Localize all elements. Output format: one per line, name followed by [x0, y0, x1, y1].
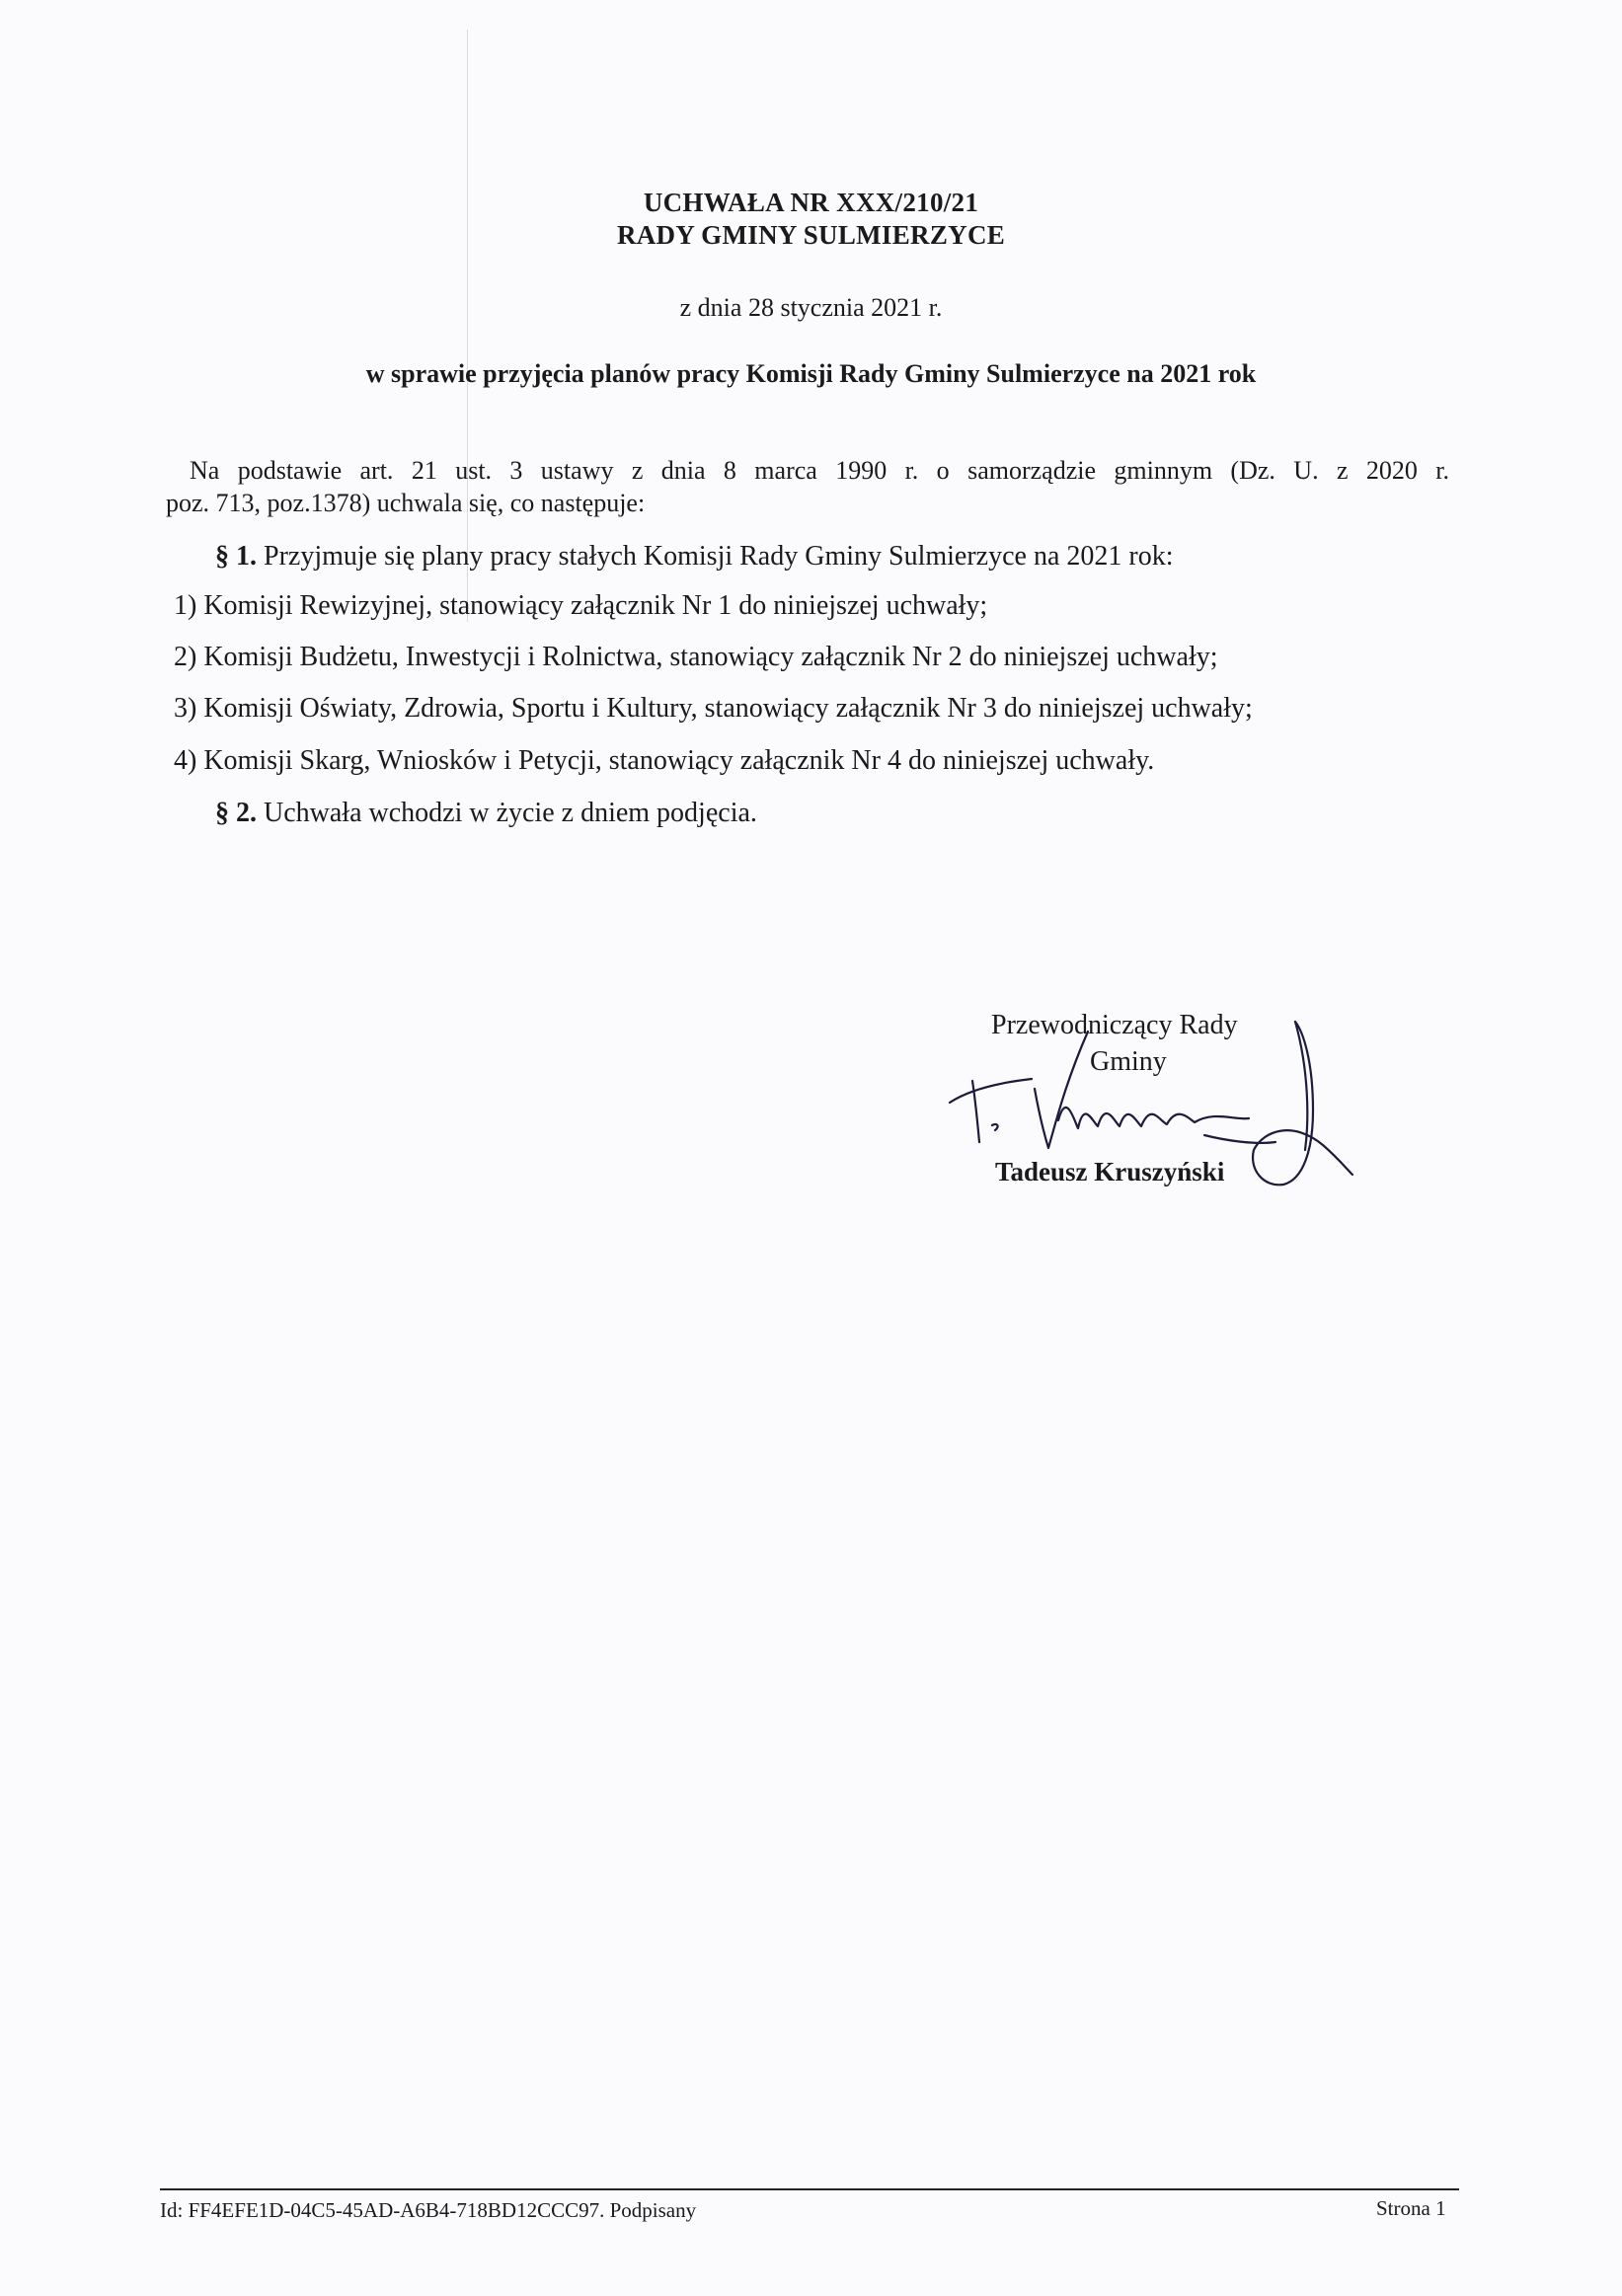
paragraph-2 [215, 798, 757, 829]
scan-fold-line [467, 30, 468, 622]
paragraph-1-text: Przyjmuje się plany pracy stałych Komisji Rady Gminy Sulmierzyce na 2021 rok: [257, 541, 1174, 572]
legal-basis [166, 454, 1449, 519]
paragraph-2-text: Uchwała wchodzi w życie z dniem podjęcia. [257, 798, 757, 828]
legal-basis-line-2: poz. 713, poz.1378) uchwala się, co następuje: [166, 489, 646, 517]
legal-basis-line-1: Na podstawie art. 21 ust. 3 ustawy z dnia 8 marca 1990 r. o samorządzie gminnym (Dz. U. z 2020 r. [190, 456, 1449, 485]
list-item: 2) Komisji Budżetu, Inwestycji i Rolnictwa, stanowiący załącznik Nr 2 do niniejszej uchwały; [174, 642, 1218, 672]
document-id: Id: FF4EFE1D-04C5-45AD-A6B4-718BD12CCC97. Podpisany [160, 2198, 697, 2222]
resolution-date: z dnia 28 stycznia 2021 r. [679, 293, 943, 322]
signatory-title-line-2: Gminy [1090, 1046, 1167, 1077]
paragraph-1 [215, 541, 1173, 573]
list-item: 4) Komisji Skarg, Wniosków i Petycji, stanowiący załącznik Nr 4 do niniejszej uchwały. [174, 745, 1155, 776]
list-item: 3) Komisji Oświaty, Zdrowia, Sportu i Kultury, stanowiący załącznik Nr 3 do niniejszej uchwały; [174, 693, 1253, 724]
footer-divider [160, 2188, 1459, 2190]
list-item: 1) Komisji Rewizyjnej, stanowiący załącznik Nr 1 do niniejszej uchwały; [174, 590, 988, 621]
council-name: RADY GMINY SULMIERZYCE [616, 220, 1006, 250]
resolution-subject: w sprawie przyjęcia planów pracy Komisji Rady Gminy Sulmierzyce na 2021 rok [365, 359, 1257, 388]
resolution-title: UCHWAŁA NR XXX/210/21 [643, 188, 979, 217]
paragraph-2-mark: § 2. [215, 798, 257, 828]
signatory-name: Tadeusz Kruszyński [995, 1157, 1225, 1186]
signatory-title-line-1: Przewodniczący Rady [991, 1010, 1238, 1040]
paragraph-1-mark: § 1. [215, 541, 257, 572]
page-number: Strona 1 [1376, 2196, 1446, 2220]
